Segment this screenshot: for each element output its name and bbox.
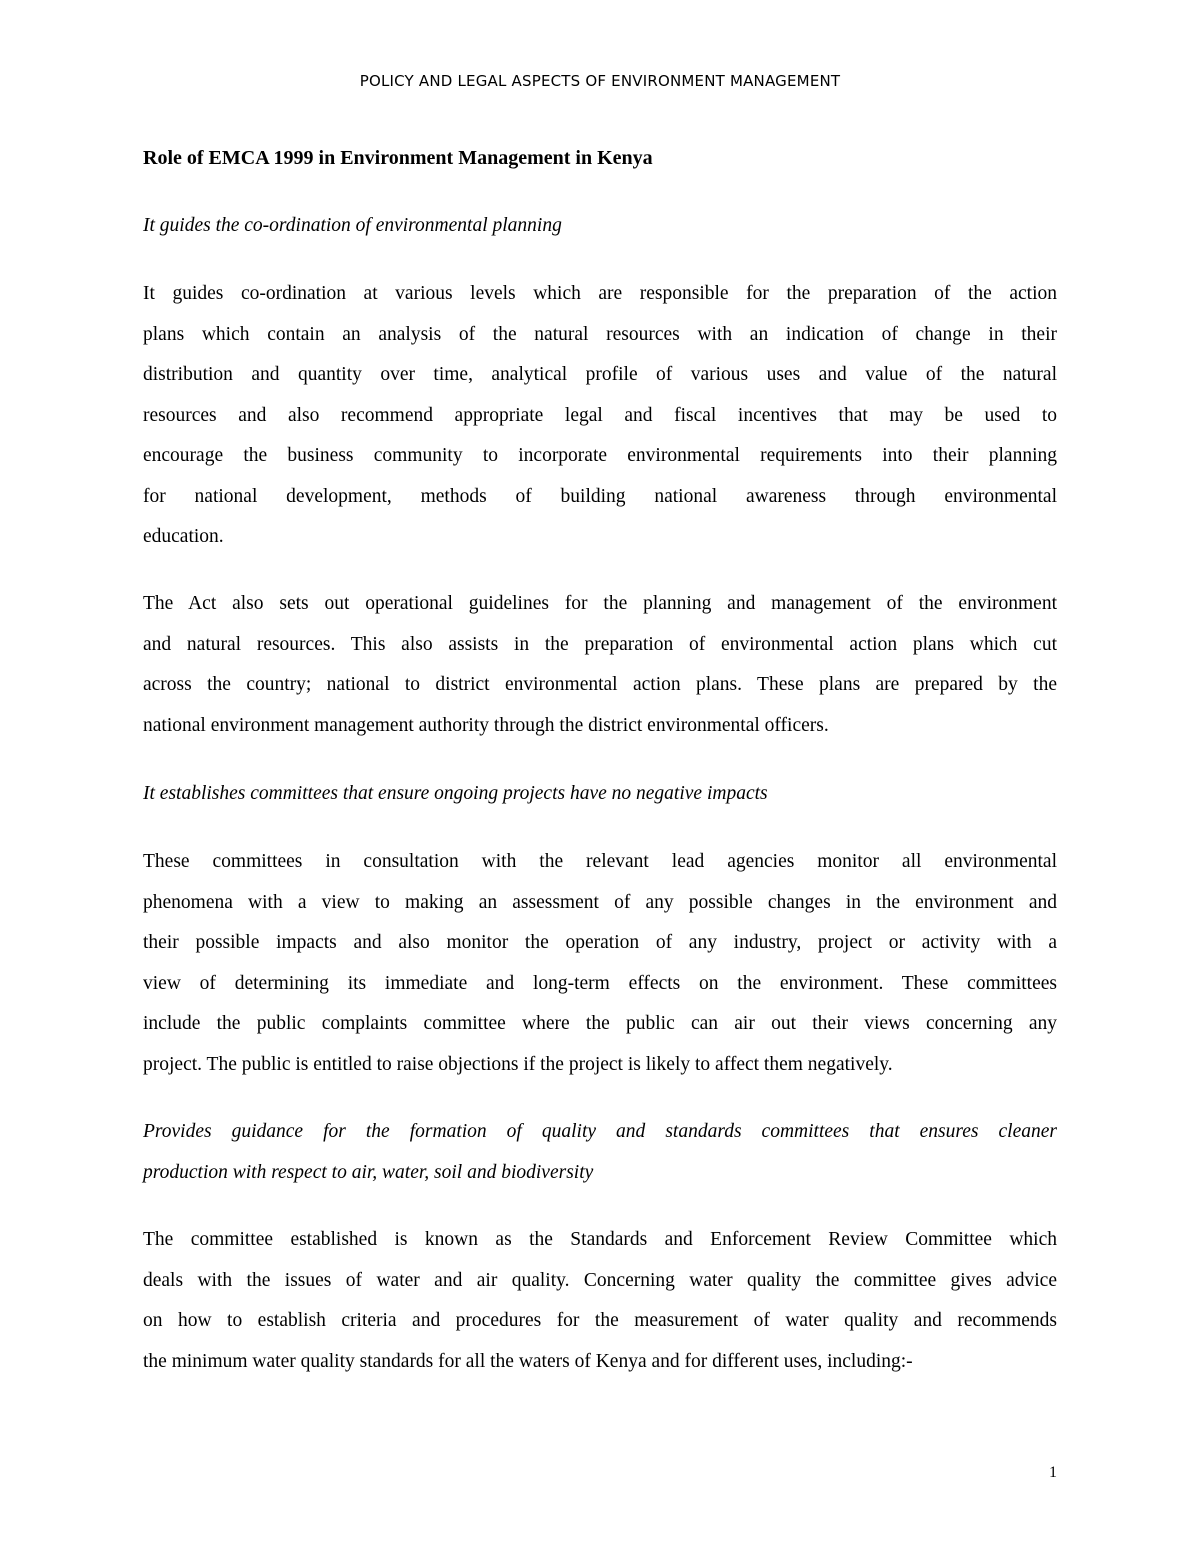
text-line: resources and also recommend appropriate legal and fiscal incentives that may be used to bbox=[143, 404, 1057, 426]
text-line: production with respect to air, water, soil and biodiversity bbox=[143, 1161, 594, 1183]
paragraph bbox=[143, 842, 1057, 1085]
section-heading bbox=[143, 206, 1057, 247]
text-line: include the public complaints committee where the public can air out their views concerning any bbox=[143, 1013, 1057, 1034]
text-line: encourage the business community to incorporate environmental requirements into their planning bbox=[143, 445, 1057, 466]
text-line: Provides guidance for the formation of quality and standards committees that ensures cleaner bbox=[143, 1121, 1057, 1142]
running-header: POLICY AND LEGAL ASPECTS OF ENVIRONMENT MANAGEMENT bbox=[359, 72, 841, 90]
text-line: deals with the issues of water and air quality. Concerning water quality the committee gives advice bbox=[143, 1269, 1057, 1291]
paragraph bbox=[143, 1220, 1057, 1382]
text-line: It guides co-ordination at various levels which are responsible for the preparation of the action bbox=[143, 283, 1057, 304]
text-line: and natural resources. This also assists in the preparation of environmental action plans which cut bbox=[143, 633, 1057, 655]
text-line: their possible impacts and also monitor the operation of any industry, project or activity with a bbox=[143, 932, 1057, 953]
text-line: plans which contain an analysis of the natural resources with an indication of change in their bbox=[143, 323, 1057, 345]
text-line: national environment management authority through the district environmental officers. bbox=[143, 714, 829, 736]
paragraph bbox=[143, 274, 1057, 558]
paragraph bbox=[143, 584, 1057, 746]
section-heading bbox=[143, 1112, 1057, 1193]
text-line: It guides the co-ordination of environmental planning bbox=[143, 215, 562, 236]
text-line: phenomena with a view to making an assessment of any possible changes in the environment and bbox=[143, 891, 1057, 913]
text-line: These committees in consultation with the relevant lead agencies monitor all environmental bbox=[143, 851, 1057, 872]
text-line: on how to establish criteria and procedures for the measurement of water quality and recommends bbox=[143, 1310, 1057, 1331]
title-text: Role of EMCA 1999 in Environment Management in Kenya bbox=[143, 147, 653, 169]
text-line: for national development, methods of building national awareness through environmental bbox=[143, 485, 1057, 507]
text-line: across the country; national to district environmental action plans. These plans are prepared by the bbox=[143, 674, 1057, 695]
page-title bbox=[143, 138, 1057, 179]
text-line: The committee established is known as the Standards and Enforcement Review Committee which bbox=[143, 1229, 1057, 1250]
text-line: The Act also sets out operational guidelines for the planning and management of the environment bbox=[143, 593, 1057, 614]
text-line: It establishes committees that ensure ongoing projects have no negative impacts bbox=[143, 783, 768, 804]
text-line: education. bbox=[143, 526, 224, 547]
text-line: view of determining its immediate and long-term effects on the environment. These committees bbox=[143, 972, 1057, 994]
text-line: project. The public is entitled to raise objections if the project is likely to affect them negatively. bbox=[143, 1053, 893, 1075]
text-line: distribution and quantity over time, analytical profile of various uses and value of the natural bbox=[143, 364, 1057, 385]
text-line: the minimum water quality standards for all the waters of Kenya and for different uses, including:- bbox=[143, 1350, 913, 1372]
section-heading bbox=[143, 774, 1057, 815]
page-number: 1 bbox=[1049, 1464, 1057, 1481]
